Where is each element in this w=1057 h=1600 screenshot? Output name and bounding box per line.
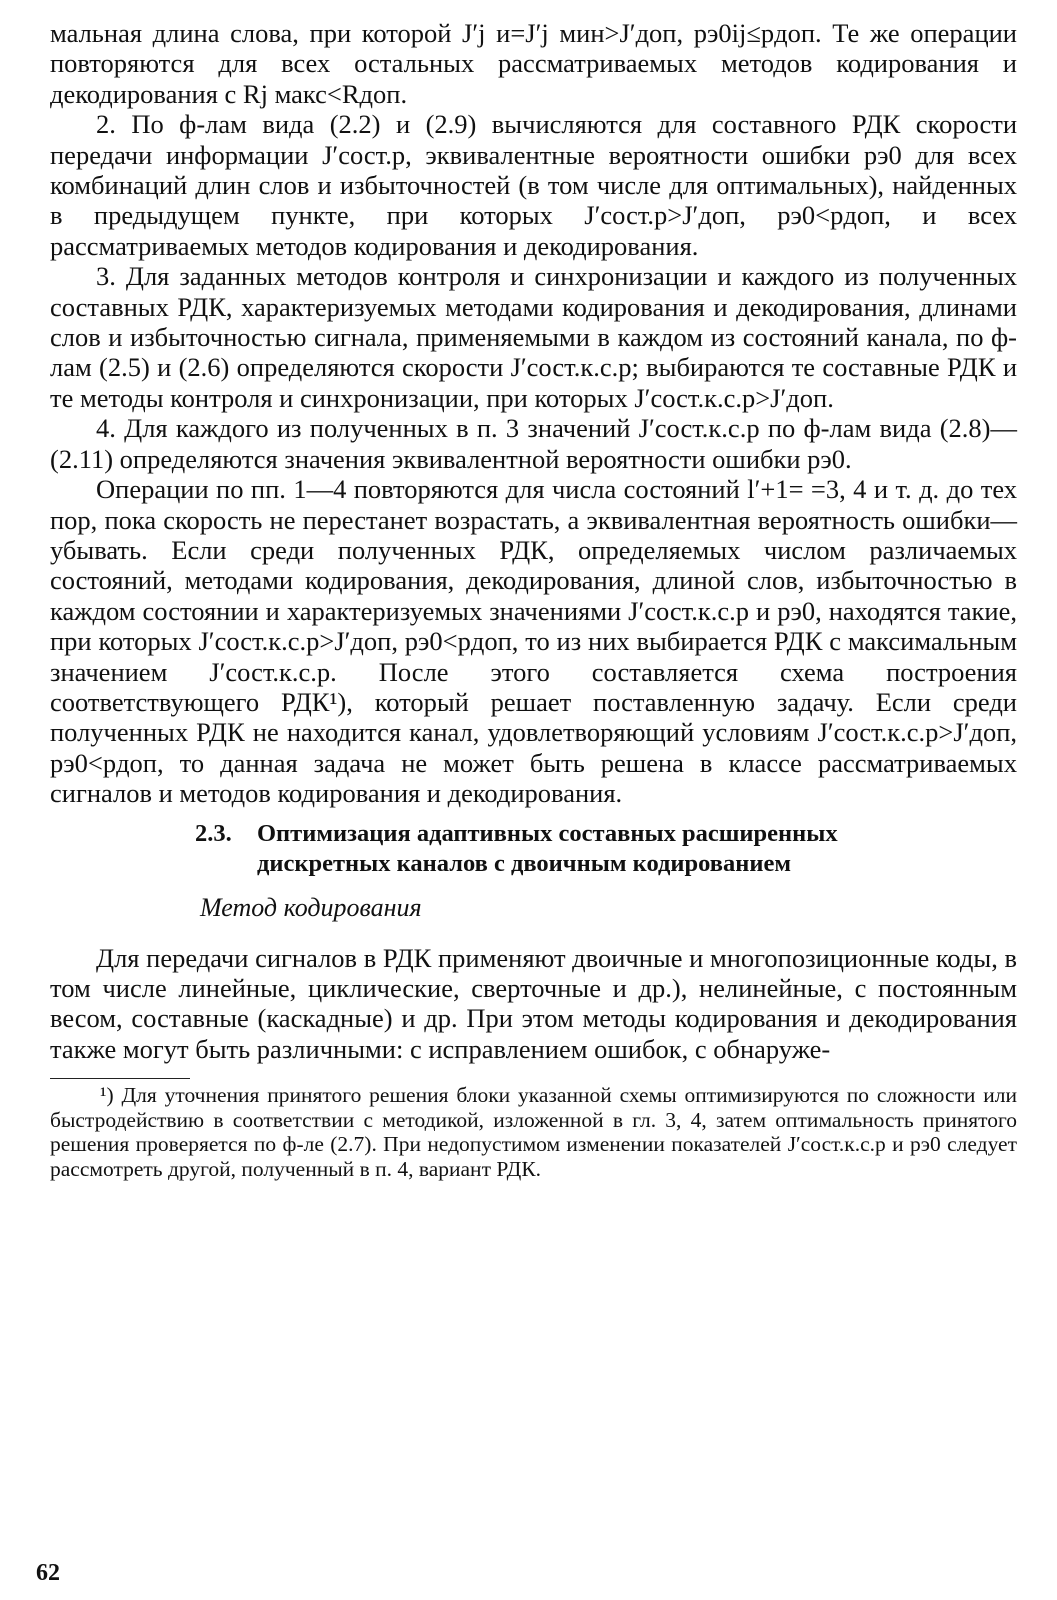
footnote	[50, 1083, 1017, 1181]
subsection-heading: Метод кодирования	[200, 892, 422, 922]
paragraph-coding: Для передачи сигналов в РДК применяют двоичные и многопозиционные коды, в том числе линейные, циклические, сверточные и др.), нелинейные, с постоянным весом, составные (каскадные) и др. При этом методы кодирования и декодирования также могут быть различными: с исправлением ошибок, с обнаруже-	[50, 942, 1017, 1064]
section-heading	[50, 819, 1017, 879]
section-title: Оптимизация адаптивных составных расширенных дискретных каналов с двоичным кодированием	[257, 819, 838, 877]
paragraph-operations: Операции по пп. 1—4 повторяются для числа состояний l′+1= =3, 4 и т. д. до тех пор, пока скорость не перестанет возрастать, а эквивалентная вероятность ошибки—убывать. Если среди полученных РДК, определяемых числом различаемых состояний, методами кодирования, декодирования, длиной слов, избыточностью в каждом состоянии и характеризуемых значениями J′сост.к.с.р и pэ0, находятся такие, при которых J′сост.к.с.р>J′доп, pэ0<pдоп, то из них выбирается РДК с максимальным значением J′сост.к.с.р. После этого составляется схема построения соответствующего РДК¹), который решает поставленную задачу. Если среди полученных РДК не находится канал, удовлетворяющий условиям J′сост.к.с.р>J′доп, pэ0<pдоп, то данная задача не может быть решена в классе рассматриваемых сигналов и методов кодирования и декодирования.	[50, 474, 1017, 809]
footnote-text: ¹) Для уточнения принятого решения блоки указанной схемы оптимизируются по сложности или быстродействию в соответствии с методикой, изложенной в гл. 3, 4, затем оптимальность принятого решения проверяется по ф-ле (2.7). При недопустимом изменении показателей J′сост.к.с.р и pэ0 следует рассмотреть другой, полученный в п. 4, вариант РДК.	[50, 1083, 1017, 1181]
paragraph-intro: мальная длина слова, при которой J′j и=J′j мин>J′доп, pэ0ij≤pдоп. Те же операции повторяются для всех остальных рассматриваемых методов кодирования и декодирования с Rj макс<Rдоп.	[50, 18, 1017, 109]
section-text	[50, 943, 1017, 1065]
paragraph-step-2: 2. По ф-лам вида (2.2) и (2.9) вычисляются для составного РДК скорости передачи информации J′сост.р, эквивалентные вероятности ошибки pэ0 для всех комбинаций длин слов и избыточностей (в том числе для оптимальных), найденных в предыдущем пункте, при которых J′сост.р>J′доп, pэ0<pдоп, и всех рассматриваемых методов кодирования и декодирования.	[50, 109, 1017, 261]
main-text	[50, 0, 1017, 809]
paragraph-step-4: 4. Для каждого из полученных в п. 3 значений J′сост.к.с.р по ф-лам вида (2.8)—(2.11) определяются значения эквивалентной вероятности ошибки pэ0.	[50, 413, 1017, 474]
section-number: 2.3.	[195, 819, 232, 847]
page-number: 62	[36, 1560, 60, 1586]
paragraph-step-3: 3. Для заданных методов контроля и синхронизации и каждого из полученных составных РДК, характеризуемых методами кодирования и декодирования, длинами слов и избыточностью сигнала, применяемыми в каждом из состояний канала, по ф-лам (2.5) и (2.6) определяются скорости J′сост.к.с.р; выбираются те составные РДК и те методы контроля и синхронизации, при которых J′сост.к.с.р>J′доп.	[50, 261, 1017, 413]
footnote-divider	[50, 1078, 190, 1079]
